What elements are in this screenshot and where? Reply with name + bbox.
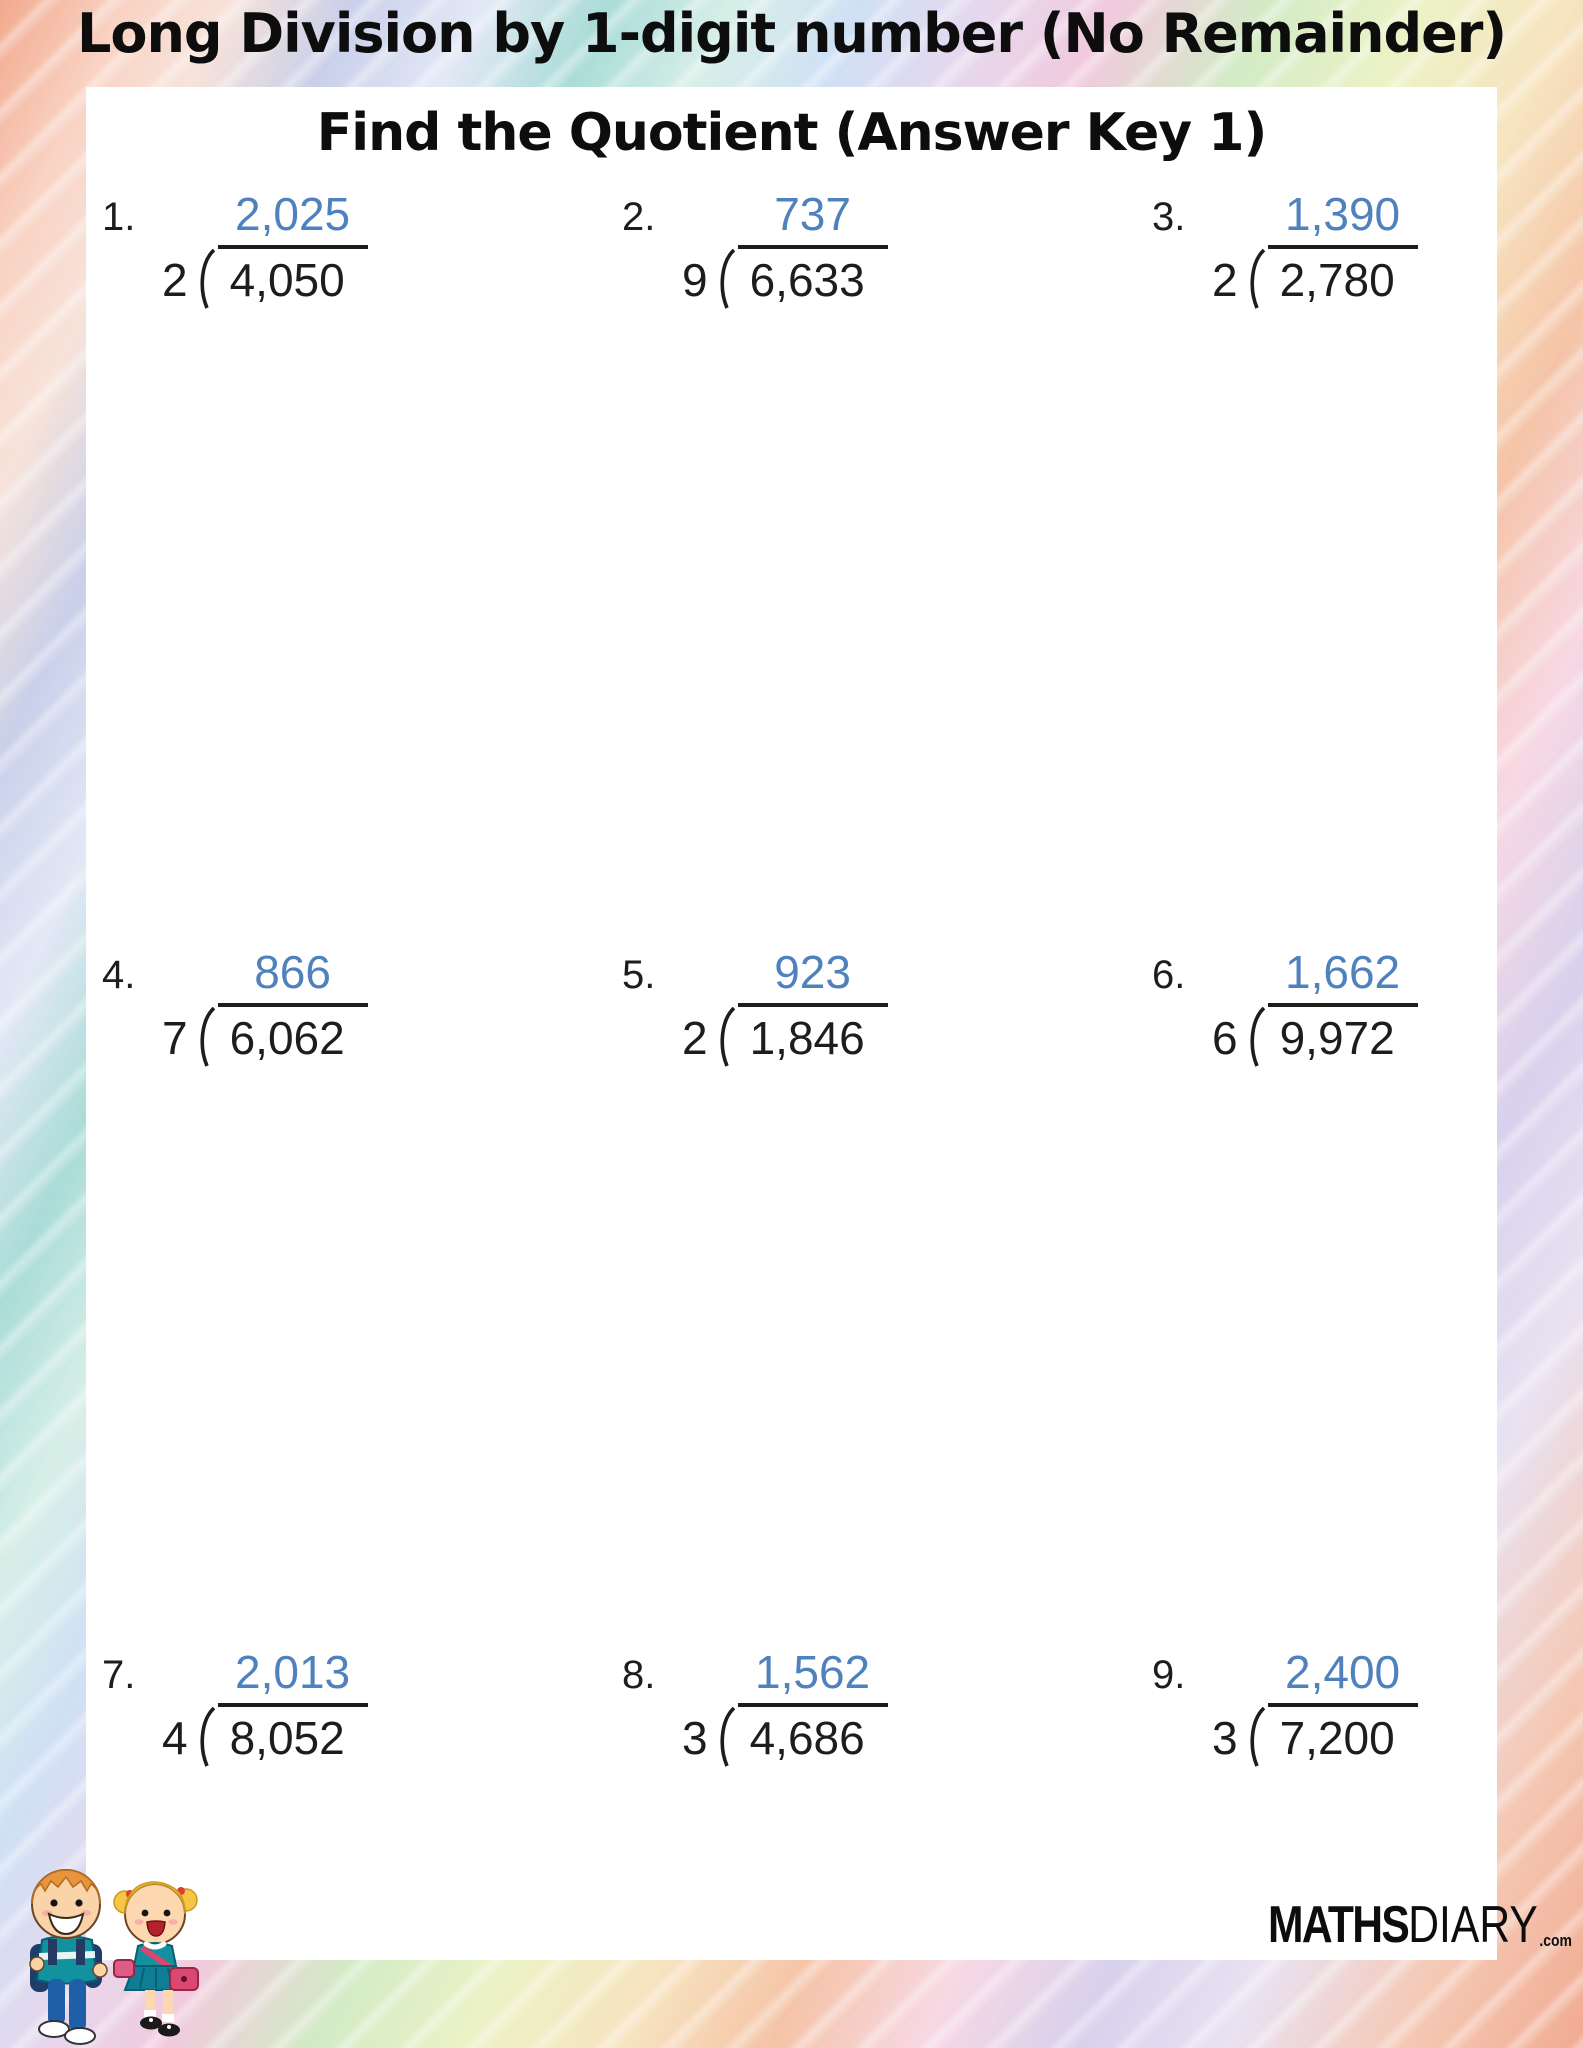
divisor-group [682, 249, 738, 309]
long-division-bracket-icon [1241, 1707, 1267, 1767]
long-division-layout [162, 1645, 368, 1767]
dividend-value: 8,052 [229, 1712, 345, 1764]
divisor-value: 9 [682, 254, 708, 306]
long-division-layout [682, 187, 888, 309]
problem-number: 2. [622, 195, 656, 239]
long-division-layout [162, 945, 368, 1067]
division-problem [1152, 945, 1583, 1067]
long-division-bracket-icon [191, 1007, 217, 1067]
logo-suffix-text: .com [1539, 1931, 1572, 1950]
long-division-bracket-icon [1241, 249, 1267, 309]
long-division-layout [1212, 945, 1418, 1067]
girl-figure [114, 1882, 198, 2037]
quotient-value: 2,400 [1268, 1645, 1418, 1707]
worksheet-body [86, 87, 1497, 1960]
divisor-group [162, 249, 218, 309]
problem-number: 9. [1152, 1653, 1186, 1697]
divisor-group [682, 1707, 738, 1767]
division-problem [622, 187, 1112, 309]
mathsdiary-logo [1268, 1895, 1572, 1955]
long-division-bracket-icon [1241, 1007, 1267, 1067]
dividend-value: 4,686 [749, 1712, 865, 1764]
worksheet-subtitle: Find the Quotient (Answer Key 1) [316, 103, 1267, 163]
divisor-group [162, 1707, 218, 1767]
divisor-value: 3 [1212, 1712, 1238, 1764]
division-problem [102, 945, 592, 1067]
logo-secondary-text: DIARY [1408, 1896, 1538, 1954]
quotient-value: 1,562 [738, 1645, 888, 1707]
quotient-value: 2,025 [218, 187, 368, 249]
problem-number: 6. [1152, 953, 1186, 997]
long-division-bracket-icon [191, 1707, 217, 1767]
quotient-value: 1,662 [1268, 945, 1418, 1007]
dividend-value: 9,972 [1279, 1012, 1395, 1064]
divisor-group [682, 1007, 738, 1067]
dividend-value: 4,050 [229, 254, 345, 306]
division-problem [622, 1645, 1112, 1767]
long-division-layout [682, 945, 888, 1067]
divisor-group [1212, 1007, 1268, 1067]
divisor-value: 3 [682, 1712, 708, 1764]
long-division-layout [1212, 187, 1418, 309]
divisor-group [1212, 1707, 1268, 1767]
divisor-value: 2 [162, 254, 188, 306]
problem-number: 4. [102, 953, 136, 997]
quotient-value: 2,013 [218, 1645, 368, 1707]
long-division-layout [1212, 1645, 1418, 1767]
dividend-value: 6,062 [229, 1012, 345, 1064]
dividend-value: 7,200 [1279, 1712, 1395, 1764]
division-problem [1152, 1645, 1583, 1767]
long-division-bracket-icon [711, 249, 737, 309]
divisor-value: 2 [1212, 254, 1238, 306]
division-problem [102, 1645, 592, 1767]
quotient-value: 1,390 [1268, 187, 1418, 249]
divisor-value: 2 [682, 1012, 708, 1064]
problem-number: 7. [102, 1653, 136, 1697]
division-problem [1152, 187, 1583, 309]
problem-number: 3. [1152, 195, 1186, 239]
divisor-value: 4 [162, 1712, 188, 1764]
quotient-value: 737 [738, 187, 888, 249]
problem-number: 1. [102, 195, 136, 239]
dividend-value: 2,780 [1279, 254, 1395, 306]
quotient-value: 866 [218, 945, 368, 1007]
problem-number: 8. [622, 1653, 656, 1697]
divisor-value: 7 [162, 1012, 188, 1064]
long-division-bracket-icon [191, 249, 217, 309]
logo-primary-text: MATHS [1268, 1896, 1409, 1954]
long-division-layout [162, 187, 368, 309]
school-kids-illustration [4, 1860, 208, 2048]
divisor-value: 6 [1212, 1012, 1238, 1064]
dividend-value: 1,846 [749, 1012, 865, 1064]
quotient-value: 923 [738, 945, 888, 1007]
long-division-layout [682, 1645, 888, 1767]
problem-number: 5. [622, 953, 656, 997]
divisor-group [1212, 249, 1268, 309]
divisor-group [162, 1007, 218, 1067]
long-division-bracket-icon [711, 1007, 737, 1067]
division-problem [622, 945, 1112, 1067]
long-division-bracket-icon [711, 1707, 737, 1767]
dividend-value: 6,633 [749, 254, 865, 306]
division-problem [102, 187, 592, 309]
boy-figure [30, 1870, 107, 2044]
worksheet-title: Long Division by 1-digit number (No Remainder) [76, 2, 1507, 65]
